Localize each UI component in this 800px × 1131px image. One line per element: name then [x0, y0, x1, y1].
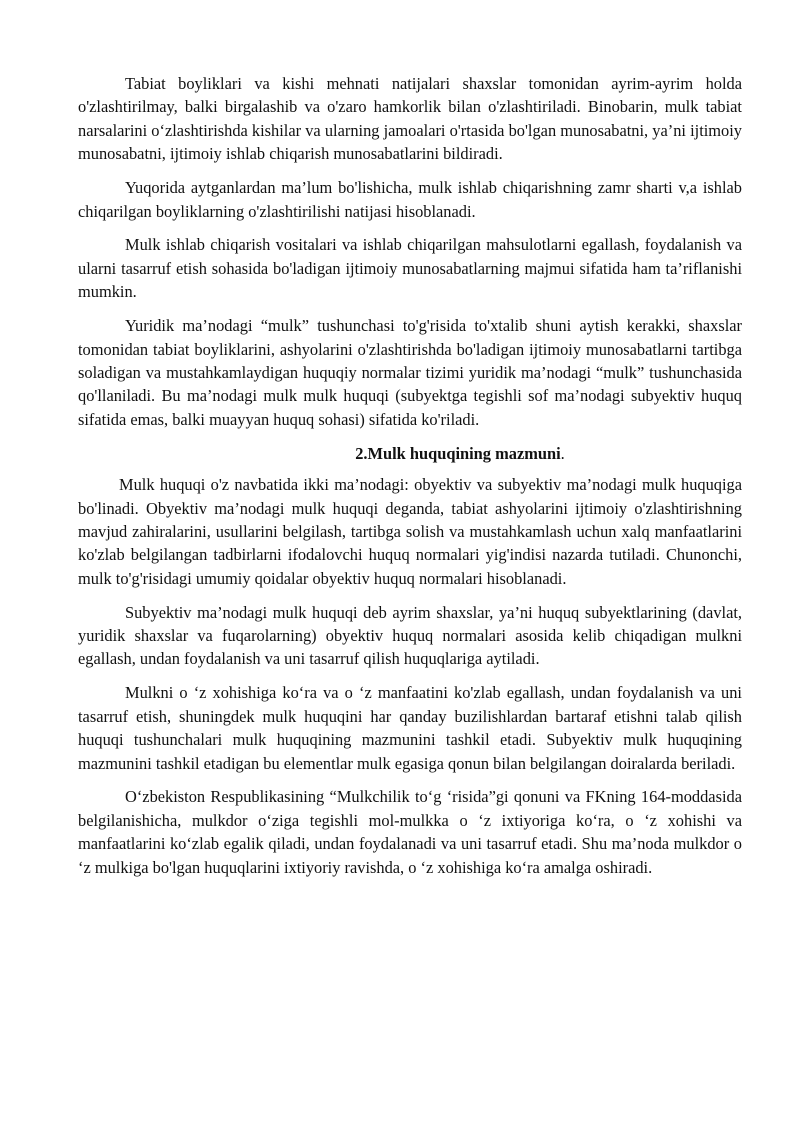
- paragraph-6: Subyektiv ma’nodagi mulk huquqi deb ayrim shaxslar, ya’ni huquq subyektlarining (davlat, yuridik shaxslar va fuqarolarning) obyektiv huquq normalari asosida kelib chiqadigan mulkni egallash, undan foydalanish va uni tasarruf qilish huquqlariga aytiladi.: [78, 602, 742, 669]
- paragraph-7: Mulkni o ‘z xohishiga ko‘ra va o ‘z manfaatini ko'zlab egallash, undan foydalanish va uni tasarruf etish, shuningdek mulk huquqini har qanday buzilishlardan bartaraf etishni talab qilish huquqi tushunchalari mulk huquqining mazmunini tashkil etadi. Subyektiv mulk huquqining mazmunini tashkil etadigan bu elementlar mulk egasiga qonun bilan belgilangan doiralarda beriladi.: [78, 683, 742, 773]
- section-heading-dot: .: [560, 443, 565, 463]
- paragraph-3: Mulk ishlab chiqarish vositalari va ishlab chiqarilgan mahsulotlarni egallash, foydalanish va ularni tasarruf etish sohasida bo'ladigan ijtimoiy munosabatlarning majmui sifatida ham ta’riflanishi mumkin.: [78, 235, 742, 302]
- document-page: [78, 72, 742, 890]
- paragraph-2: Yuqorida aytganlardan ma’lum bo'lishicha, mulk ishlab chiqarishning zamr sharti v,a ishlab chiqarilgan boyliklarning o'zlashtirilishi natijasi hisoblanadi.: [78, 178, 742, 221]
- paragraph-1: Tabiat boyliklari va kishi mehnati natijalari shaxslar tomonidan ayrim-ayrim holda o'zlashtirilmay, balki birgalashib va o'zaro hamkorlik bilan o'zlashtiriladi. Binobarin, mulk tabiat narsalarini o‘zlashtirishda kishilar va ularning jamoalari o'rtasida bo'lgan munosabatni, ya’ni ijtimoiy munosabatni, ijtimoiy ishlab chiqarish munosabatlarini bildiradi.: [78, 74, 742, 164]
- section-heading-text: 2.Mulk huquqining mazmuni: [355, 443, 561, 463]
- paragraph-5: Mulk huquqi o'z navbatida ikki ma’nodagi: obyektiv va subyektiv ma’nodagi mulk huquqiga bo'linadi. Obyektiv ma’nodagi mulk huquqi deganda, tabiat ashyolarini ijtimoiy o'zlashtirishning mavjud zahiralarini, usullarini belgilash, tartibga solish va mustahkamlash uchun xalq manfaatlarini ko'zlab belgilangan tadbirlarni ifodalovchi huquq normalari yig'indisi nazarda tutiladi. Chunonchi, mulk to'g'risidagi umumiy qoidalar obyektiv huquq normalari hisoblanadi.: [78, 475, 742, 588]
- paragraph-8: O‘zbekiston Respublikasining “Mulkchilik to‘g ‘risida”gi qonuni va FKning 164-moddasida belgilanishicha, mulkdor o‘ziga tegishli mol-mulkka o ‘z ixtiyoriga ko‘ra, o ‘z xohishi va manfaatlarini ko‘zlab egalik qiladi, undan foydalanadi va uni tasarruf etadi. Shu ma’noda mulkdor o ‘z mulkiga bo'lgan huquqlarini ixtiyoriy ravishda, o ‘z xohishiga ko‘ra amalga oshiradi.: [78, 787, 742, 877]
- section-heading: [78, 442, 742, 465]
- paragraph-4: Yuridik ma’nodagi “mulk” tushunchasi to'g'risida to'xtalib shuni aytish kerakki, shaxslar tomonidan tabiat boyliklarini, ashyolarini o'zlashtirishda bo'ladigan ijtimoiy munosabatlarni tartibga soladigan va mustahkamlaydigan huquqiy normalar tizimi yuridik ma’nodagi “mulk” tushunchasida qo'llaniladi. Bu ma’nodagi mulk mulk huquqi (subyektga tegishli sof ma’nodagi subyektiv huquq sifatida emas, balki muayyan huquq sohasi) sifatida ko'riladi.: [78, 316, 742, 429]
